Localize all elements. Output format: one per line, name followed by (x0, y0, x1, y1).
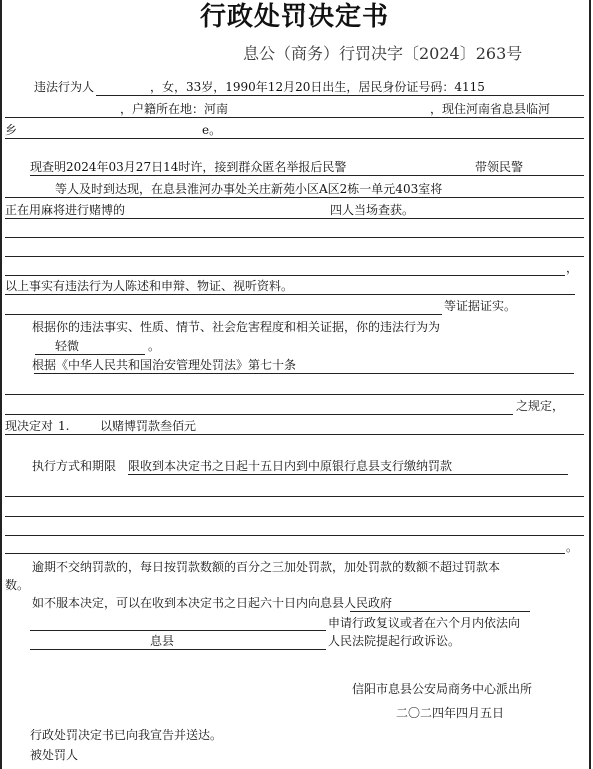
execution-text: 限收到本决定书之日起十五日内到中原银行息县支行缴纳罚款 (128, 459, 453, 473)
document-title: 行政处罚决定书 (200, 2, 390, 32)
evidence-underline-2 (5, 314, 442, 315)
late-payment-line2: 数。 (5, 578, 30, 592)
offender-line2a: ，户籍所在地：河南 (120, 102, 229, 116)
severity-underline (35, 354, 145, 355)
finding-line3a: 正在用麻将进行赌博的 (5, 203, 126, 217)
provision-suffix: 之规定， (516, 399, 565, 413)
blank-line-1 (5, 237, 584, 238)
finding-underline-2 (5, 197, 584, 198)
court-underline (30, 649, 326, 650)
left-border (0, 0, 2, 769)
finding-underline-1 (30, 175, 584, 176)
decision-prefix: 现决定对 (5, 419, 54, 433)
decision-underline (5, 434, 584, 435)
finding-underline-3 (5, 218, 584, 219)
delivery-statement: 行政处罚决定书已向我宣告并送达。 (30, 728, 223, 742)
recipient-label: 被处罚人 (30, 748, 79, 762)
law-text: 根据《中华人民共和国治安管理处罚法》第七十条 (32, 358, 297, 372)
document-number: 息公（商务）行罚决字〔2024〕263号 (243, 44, 523, 63)
evidence-text: 以上事实有违法行为人陈述和申辩、物证、视听资料。 (5, 279, 294, 293)
offender-line2b: ，现住河南省息县临河 (430, 102, 551, 116)
evidence-suffix: 等证据证实。 (444, 299, 517, 313)
offender-line3b: e。 (202, 123, 222, 137)
appeal-line3: 人民法院提起行政诉讼。 (328, 634, 461, 648)
severity-value: 轻微 (55, 339, 80, 353)
appeal-line1: 如不服本决定，可以在收到本决定书之日起六十日内向息县人民政府 (32, 596, 393, 610)
execution-blank-1 (5, 496, 584, 497)
right-border (589, 0, 591, 769)
appeal-underline-2 (30, 630, 326, 631)
appeal-line2: 申请行政复议或者在六个月内依法向 (328, 616, 521, 630)
finding-line1b: 带领民警 (475, 160, 524, 174)
severity-period: 。 (148, 339, 161, 353)
execution-underline (128, 474, 568, 475)
issue-date: 二〇二四年四月五日 (396, 706, 505, 720)
decision-name: 1. (58, 419, 70, 433)
execution-label: 执行方式和期限 (32, 459, 117, 473)
late-payment-line1: 逾期不交纳罚款的，每日按罚款数额的百分之三加处罚款，加处罚款的数额不超过罚款本 (32, 560, 501, 574)
decision-text: 以赌博罚款叁佰元 (100, 419, 197, 433)
finding-line1a: 现查明2024年03月27日14时许，接到群众匿名举报后民警 (30, 160, 347, 174)
issuer-name: 信阳市息县公安局商务中心派出所 (352, 682, 533, 696)
finding-line3b: 四人当场查获。 (330, 203, 415, 217)
offender-line1: ，女，33岁，1990年12月20日出生，居民身份证号码：4115 (150, 80, 485, 94)
offender-underline-1 (96, 95, 584, 96)
basis-text: 根据你的违法事实、性质、情节、社会危害程度和相关证据，你的违法行为为 (32, 320, 441, 334)
law-underline (34, 373, 574, 374)
appeal-underline-1 (350, 611, 530, 612)
execution-blank-3 (5, 535, 584, 536)
law-blank-line (5, 394, 584, 395)
offender-underline-2 (5, 117, 584, 118)
finding-comma: ， (566, 261, 579, 275)
execution-period: 。 (566, 540, 579, 554)
finding-line2: 等人及时到达现，在息县淮河办事处关庄新苑小区A区2栋一单元403室将 (55, 182, 443, 196)
court-name: 息县 (150, 634, 175, 648)
offender-underline-3 (5, 138, 584, 139)
redacted-name (98, 79, 148, 93)
evidence-underline (5, 294, 575, 295)
provision-underline (5, 414, 513, 415)
blank-line-3 (5, 275, 565, 276)
offender-lead: 违法行为人 (34, 80, 95, 94)
execution-blank-4 (5, 553, 565, 554)
blank-line-2 (5, 256, 584, 257)
execution-blank-2 (5, 516, 584, 517)
offender-line3a: 乡 (5, 123, 18, 137)
